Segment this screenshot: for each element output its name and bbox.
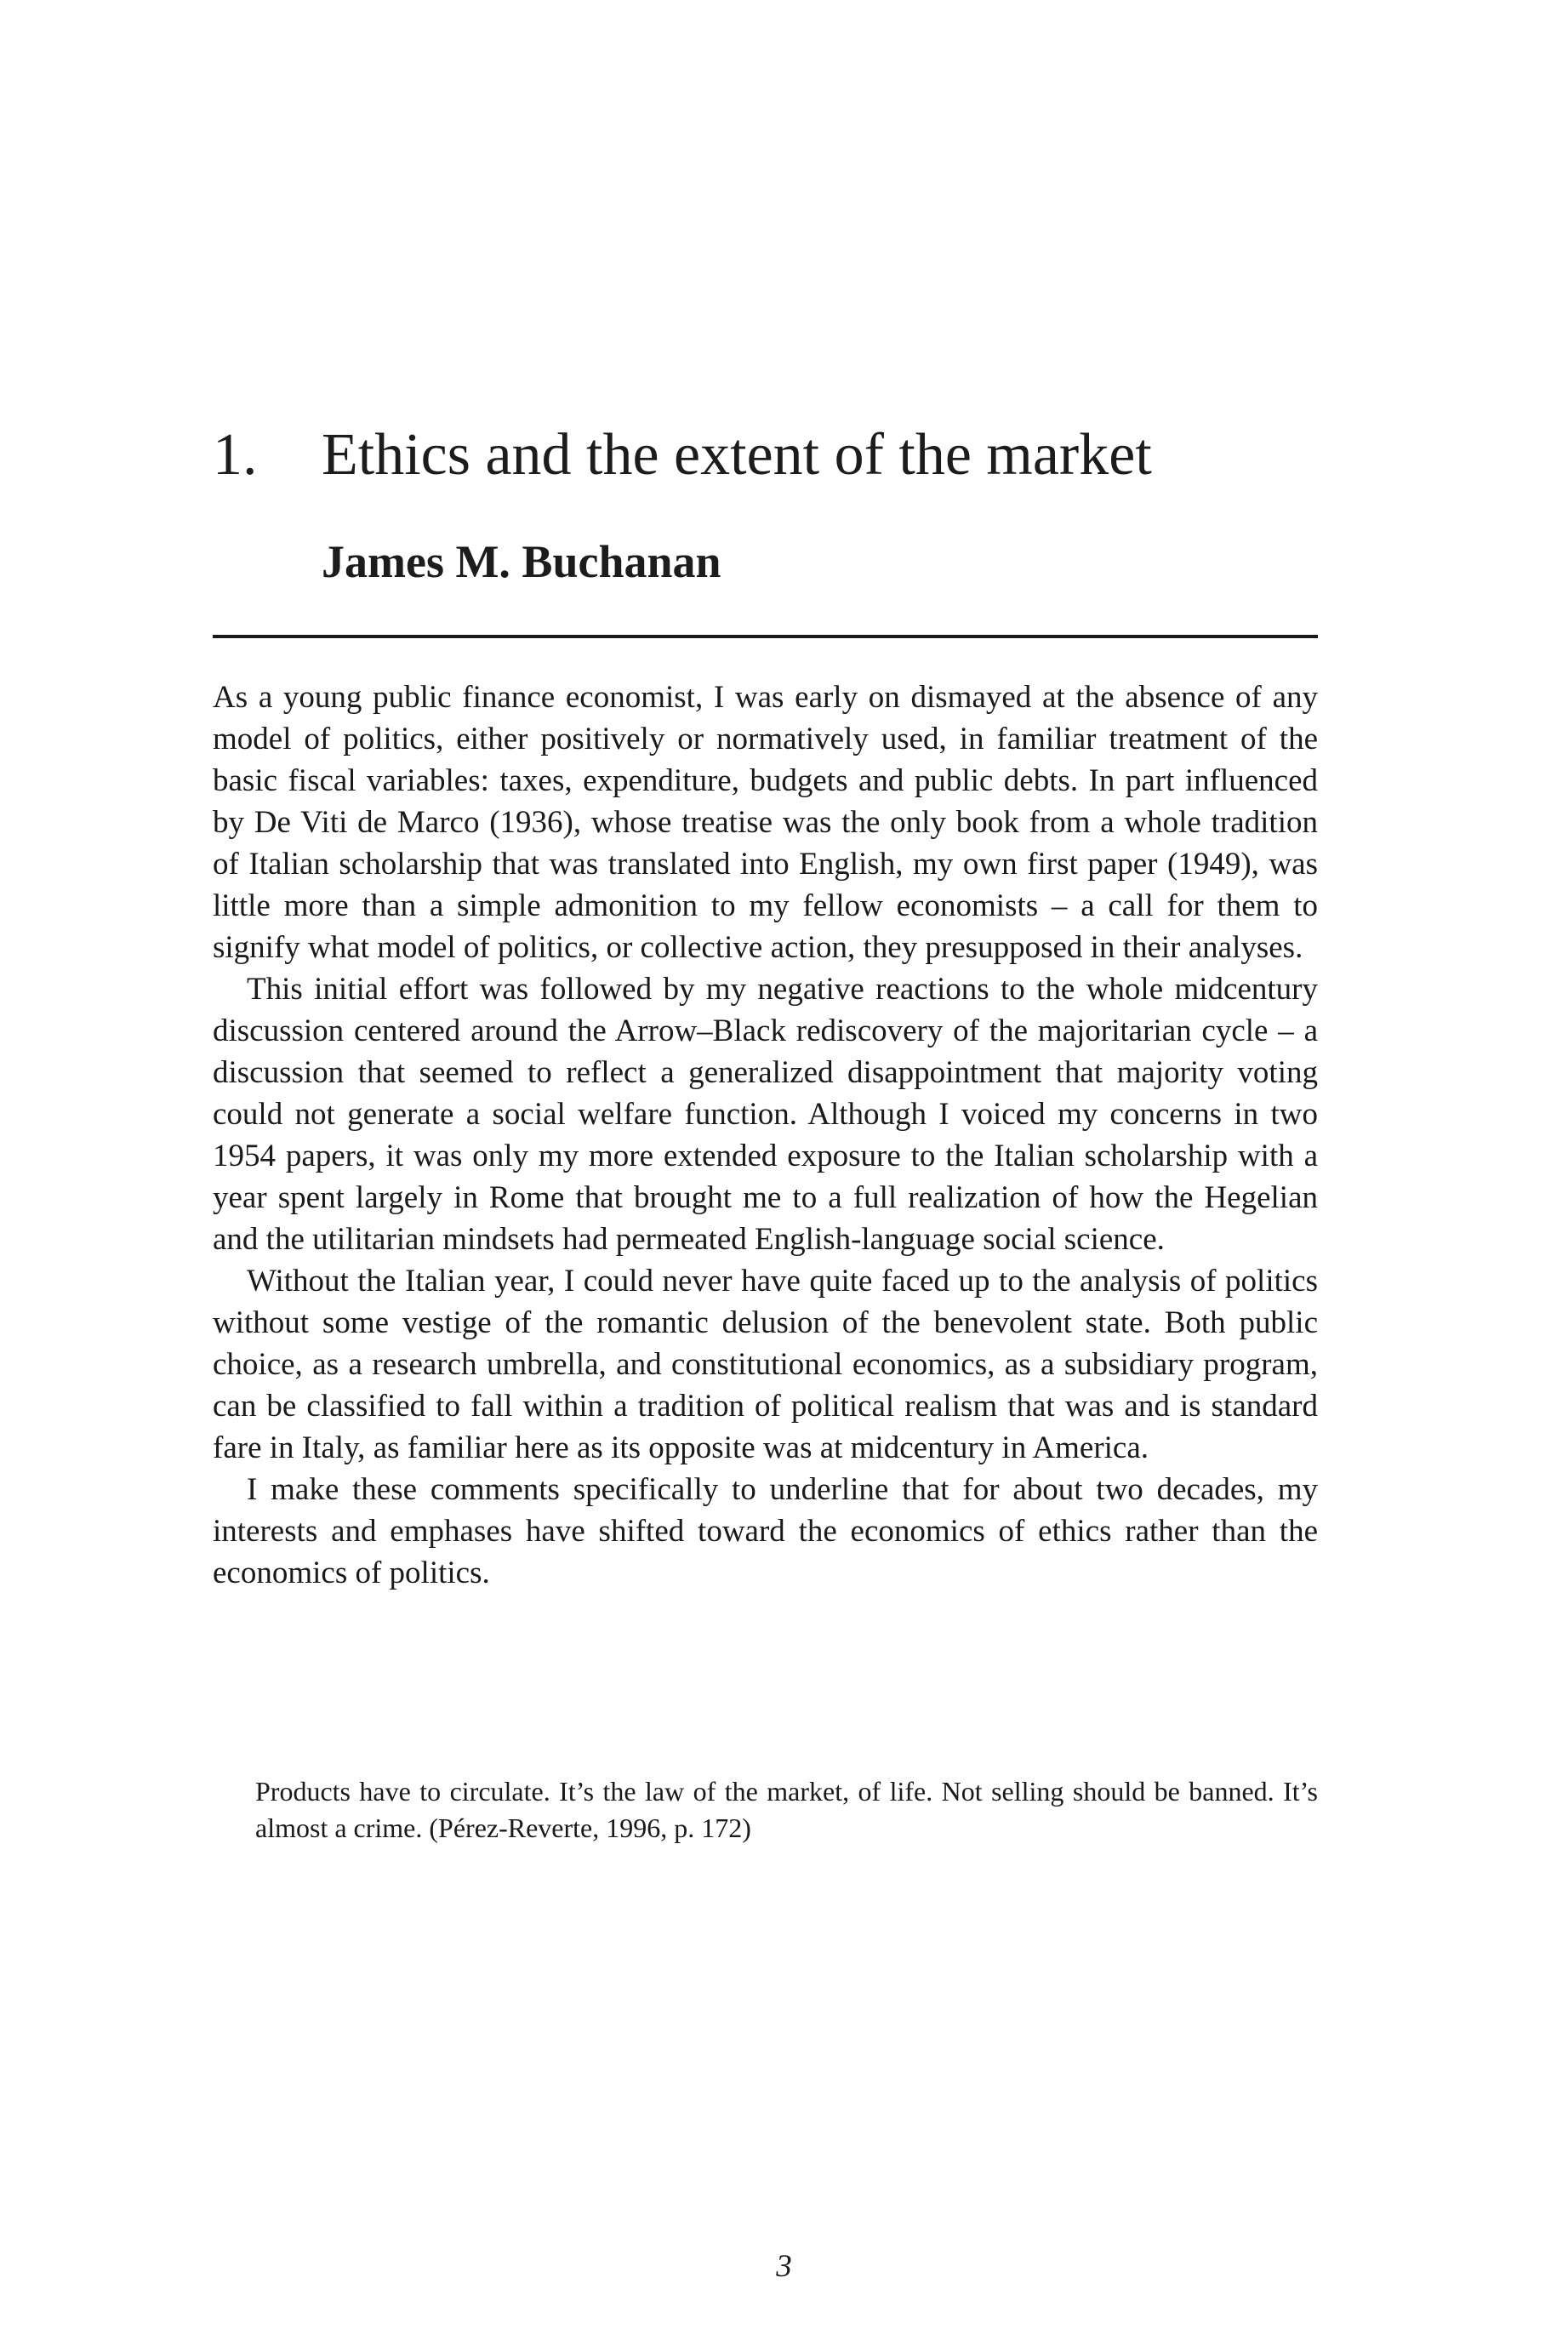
body-text (213, 676, 1318, 1594)
chapter-author: James M. Buchanan (322, 536, 721, 587)
page-number: 3 (776, 2249, 792, 2284)
chapter-title: Ethics and the extent of the market (322, 422, 1152, 488)
paragraph-2: This initial effort was followed by my negative reactions to the whole midcentury discussion centered around the Arrow–Black rediscovery of the majoritarian cycle – a discussion that seemed to reflect a generalized disappointment that majority voting could not generate a social welfare function. Although I voiced my concerns in two 1954 papers, it was only my more extended exposure to the Italian scholarship with a year spent largely in Rome that brought me to a full realization of how the Hegelian and the utilitarian mindsets had permeated English-language social science. (213, 972, 1318, 1257)
chapter-heading (213, 417, 1319, 494)
paragraph-3: Without the Italian year, I could never have quite faced up to the analysis of politics without some vestige of the romantic delusion of the benevolent state. Both public choice, as a research umbrella, and constitutional economics, as a subsidiary program, can be classified to fall within a tradition of political realism that was and is standard fare in Italy, as familiar here as its opposite was at midcentury in America. (213, 1264, 1318, 1465)
paragraph-1: As a young public finance economist, I was early on dismayed at the absence of any model of politics, either positively or normatively used, in familiar treatment of the basic fiscal variables: taxes, expenditure, budgets and public debts. In part influenced by De Viti de Marco (1936), whose treatise was the only book from a whole tradition of Italian scholarship that was translated into English, my own first paper (1949), was little more than a simple admonition to my fellow economists – a call for them to signify what model of politics, or collective action, they presupposed in their analyses. (213, 680, 1318, 965)
chapter-number: 1. (213, 422, 258, 488)
epigraph-quote: Products have to circulate. It’s the law of the market, of life. Not selling should be banned. It’s almost a crime. (Pérez-Reverte, 1996, p. 172) (255, 1776, 1318, 1843)
heading-rule (213, 635, 1318, 638)
paragraph-4: I make these comments specifically to underline that for about two decades, my interests and emphases have shifted toward the economics of ethics rather than the economics of politics. (213, 1472, 1318, 1590)
